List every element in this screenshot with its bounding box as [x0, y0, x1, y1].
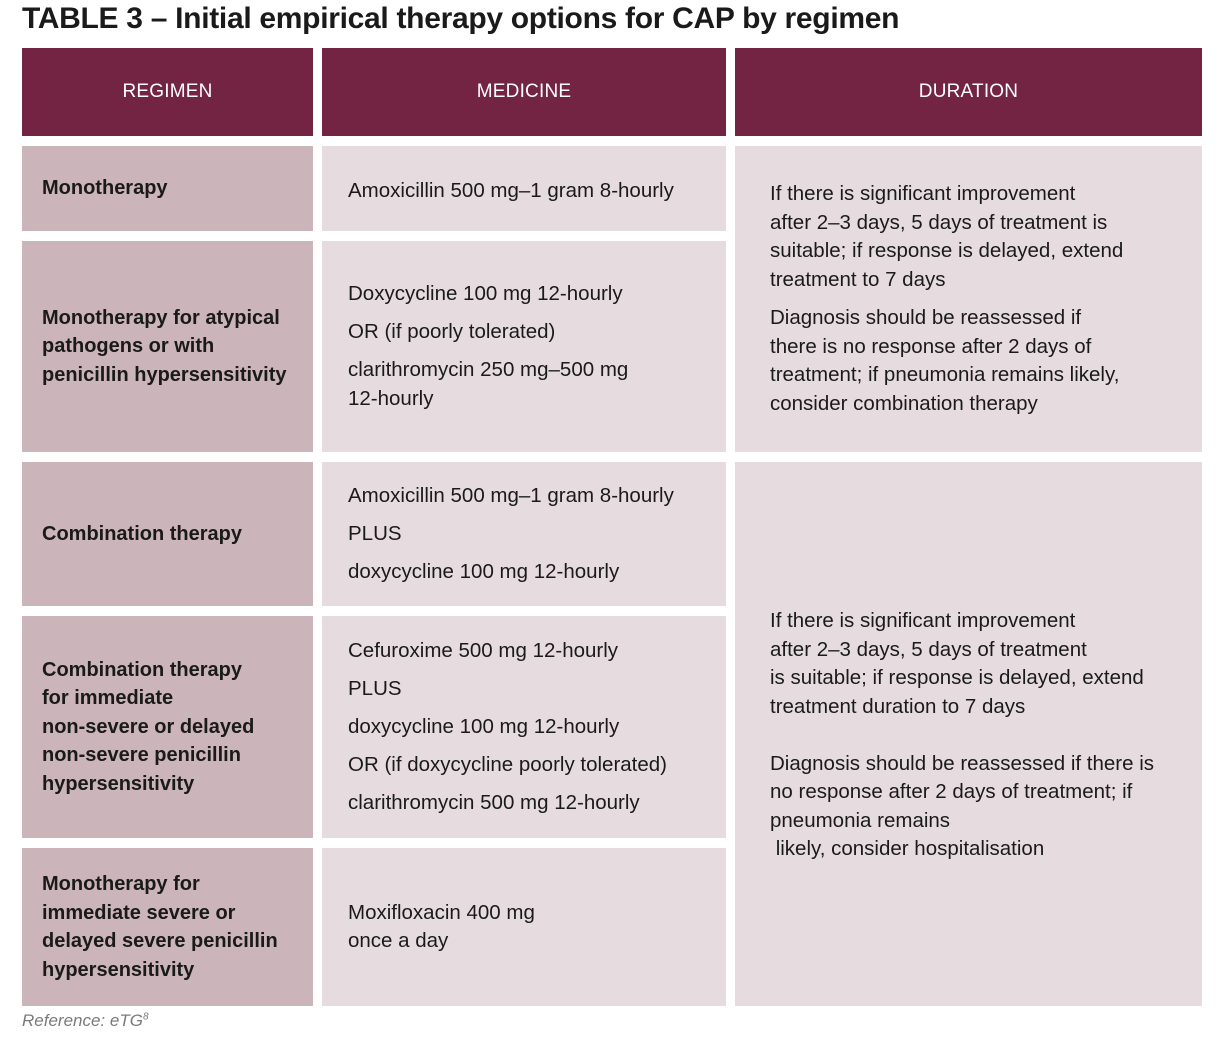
regimen-line: Monotherapy for atypical [42, 306, 280, 329]
regimen-line: for immediate [42, 687, 174, 710]
duration-text: Diagnosis should be reassessed if there is no response after 2 days of treatment; if pneumonia remains likely, consider combination therapy [770, 306, 1120, 415]
reference-label: Reference: [22, 1011, 106, 1030]
medicine-cell [322, 616, 726, 838]
regimen-cell [22, 146, 313, 231]
medicine-cell [322, 462, 726, 606]
regimen-cell [22, 241, 313, 452]
medicine-line: PLUS [348, 521, 402, 545]
medicine-line: Moxifloxacin 400 mg once a day [348, 900, 535, 952]
regimen-cell [22, 848, 313, 1006]
medicine-line: OR (if poorly tolerated) [348, 320, 556, 343]
medicine-line: doxycycline 100 mg 12-hourly [348, 714, 620, 738]
regimen-line: non-severe penicillin [42, 744, 241, 767]
regimen-line: delayed severe penicillin [42, 930, 278, 952]
medicine-line: clarithromycin 500 mg 12-hourly [348, 790, 640, 814]
regimen-line: non-severe or delayed [42, 715, 255, 738]
reference-note [22, 1011, 149, 1031]
medicine-line: PLUS [348, 676, 402, 700]
medicine-line: doxycycline 100 mg 12-hourly [348, 559, 620, 583]
medicine-line: OR (if doxycycline poorly tolerated) [348, 752, 668, 776]
medicine-cell [322, 848, 726, 1006]
reference-citation: 8 [142, 1011, 149, 1023]
regimen-cell [22, 616, 313, 838]
header-medicine: MEDICINE [322, 48, 726, 136]
medicine-line: Doxycycline 100 mg 12-hourly [348, 282, 623, 305]
reference-source: eTG [109, 1011, 143, 1030]
medicine-line: Cefuroxime 500 mg 12-hourly [348, 638, 619, 662]
regimen-line: hypersensitivity [42, 958, 195, 981]
regimen-line: immediate severe or [42, 901, 236, 924]
medicine-cell [322, 146, 726, 231]
header-regimen: REGIMEN [22, 48, 313, 136]
duration-text: Diagnosis should be reassessed if there is no response after 2 days of treatment; if pneumonia remains likely, consider hospitalisation [770, 751, 1155, 860]
regimen-line: Combination therapy [42, 522, 243, 545]
duration-text: If there is significant improvement after 2–3 days, 5 days of treatment is suitable; if response is delayed, extend treatment to 7 days [770, 182, 1124, 291]
duration-cell-combination [735, 462, 1202, 1006]
header-duration: DURATION [735, 48, 1202, 136]
regimen-line: pathogens or with [42, 335, 215, 358]
regimen-line: Monotherapy for [42, 873, 200, 895]
medicine-line: clarithromycin 250 mg–500 mg 12-hourly [348, 358, 629, 410]
regimen-line: Monotherapy [42, 177, 168, 200]
medicine-cell [322, 241, 726, 452]
regimen-line: penicillin hypersensitivity [42, 363, 287, 386]
medicine-line: Amoxicillin 500 mg–1 gram 8-hourly [348, 179, 674, 202]
medicine-line: Amoxicillin 500 mg–1 gram 8-hourly [348, 483, 674, 507]
table-title: TABLE 3 – Initial empirical therapy options for CAP by regimen [22, 2, 900, 35]
regimen-cell [22, 462, 313, 606]
duration-text: If there is significant improvement after 2–3 days, 5 days of treatment is suitable; if response is delayed, extend treatment duration to 7 days [770, 609, 1144, 718]
regimen-line: hypersensitivity [42, 772, 195, 795]
duration-cell-monotherapy [735, 146, 1202, 452]
regimen-line: Combination therapy [42, 658, 243, 681]
